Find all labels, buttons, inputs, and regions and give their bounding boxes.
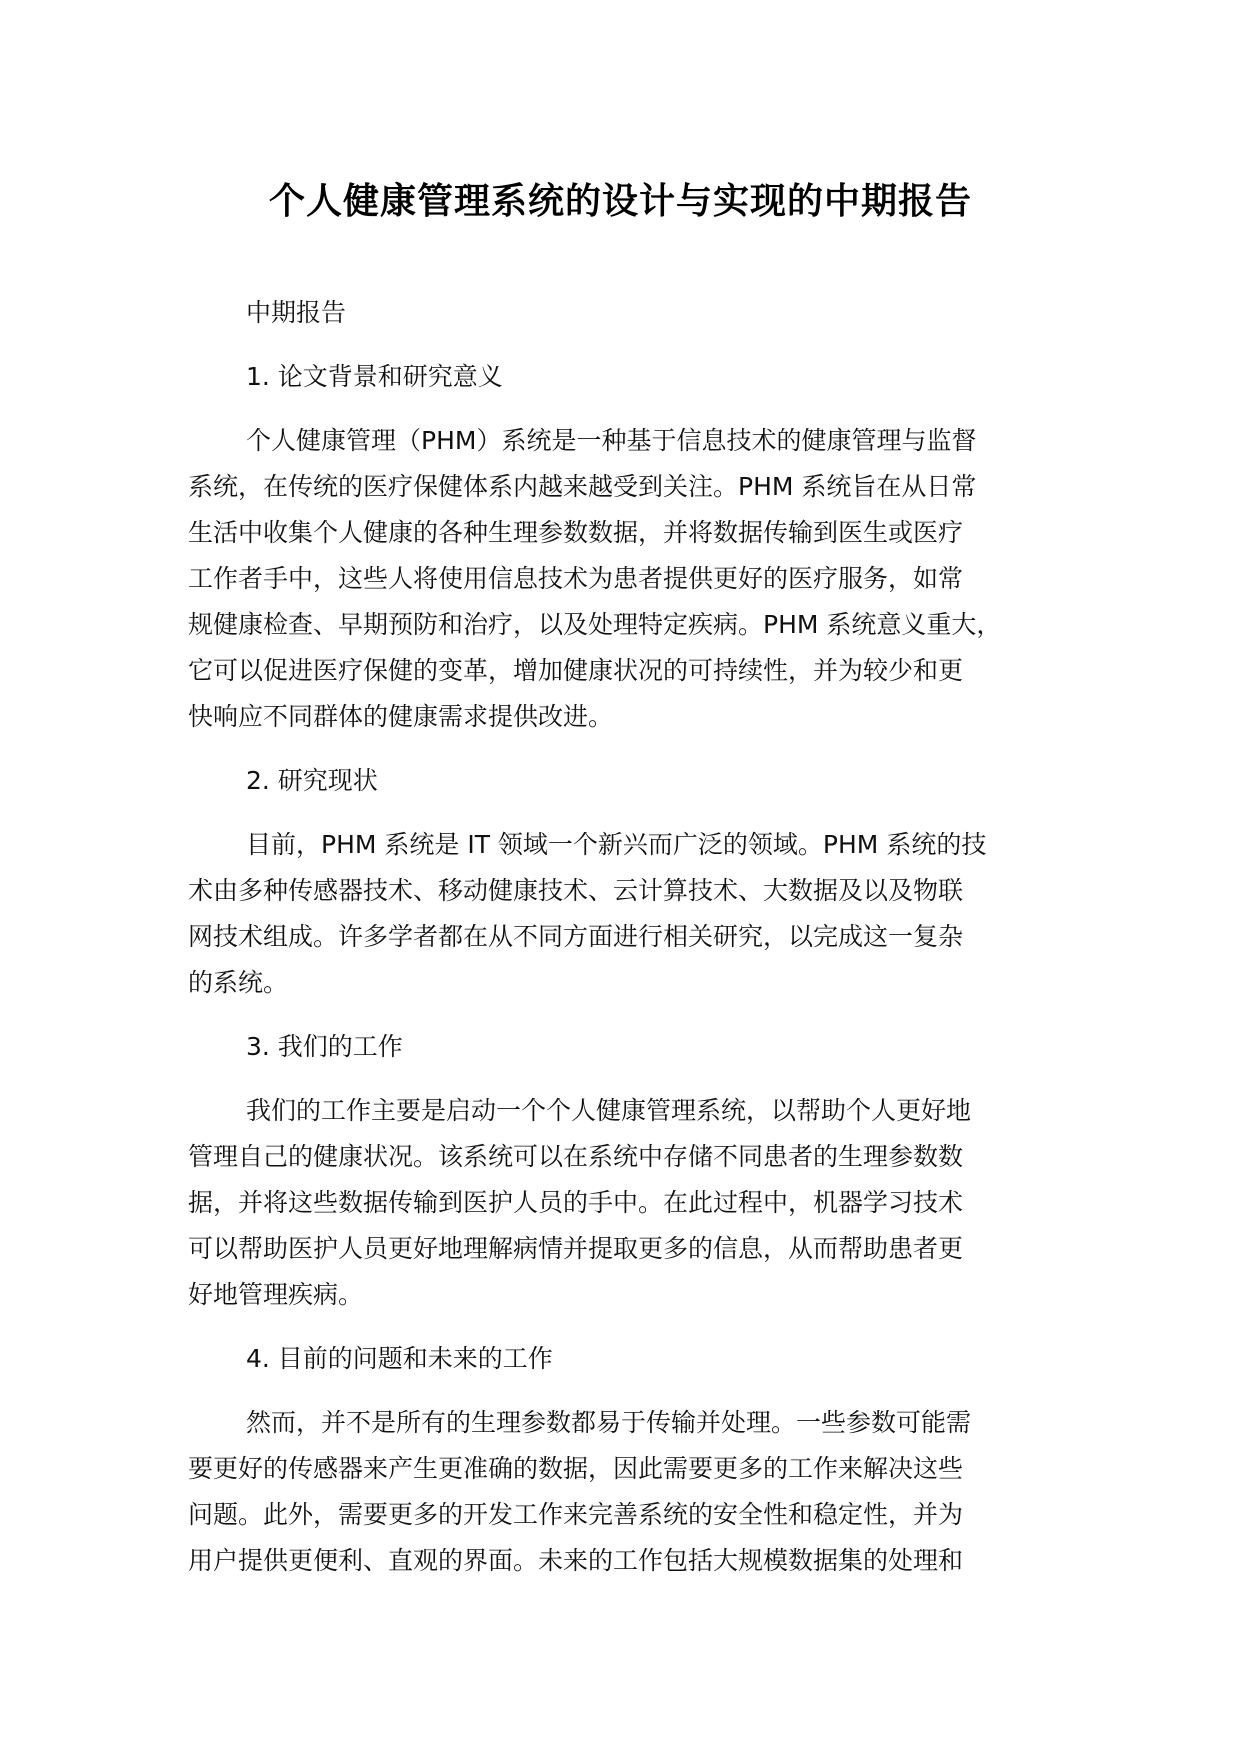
paragraph-line: 工作者手中，这些人将使用信息技术为患者提供更好的医疗服务，如常 — [188, 564, 964, 593]
paragraph-line: 快响应不同群体的健康需求提供改进。 — [188, 702, 614, 731]
section-paragraph-future-work — [188, 1400, 1088, 1584]
section-paragraph-status — [188, 822, 1088, 1006]
paragraph-line: 它可以促进医疗保健的变革，增加健康状况的可持续性，并为较少和更 — [188, 656, 964, 685]
paragraph-line: 要更好的传感器来产生更准确的数据，因此需要更多的工作来解决这些 — [188, 1454, 964, 1483]
section-heading-our-work: 3. 我们的工作 — [246, 1032, 403, 1061]
paragraph-line: 管理自己的健康状况。该系统可以在系统中存储不同患者的生理参数数 — [188, 1142, 964, 1171]
paragraph-line: 然而，并不是所有的生理参数都易于传输并处理。一些参数可能需 — [246, 1408, 972, 1437]
paragraph-line: 系统，在传统的医疗保健体系内越来越受到关注。PHM 系统旨在从日常 — [188, 472, 977, 501]
paragraph-line: 好地管理疾病。 — [188, 1280, 364, 1309]
paragraph-line: 我们的工作主要是启动一个个人健康管理系统，以帮助个人更好地 — [246, 1096, 972, 1125]
document-title: 个人健康管理系统的设计与实现的中期报告 — [268, 181, 972, 222]
section-paragraph-our-work — [188, 1088, 1088, 1318]
paragraph-line: 的系统。 — [188, 968, 289, 997]
document-body — [188, 290, 1088, 1584]
paragraph-line: 目前，PHM 系统是 IT 领域一个新兴而广泛的领域。PHM 系统的技 — [246, 830, 987, 859]
paragraph-line: 生活中收集个人健康的各种生理参数数据，并将数据传输到医生或医疗 — [188, 518, 964, 547]
paragraph-line: 问题。此外，需要更多的开发工作来完善系统的安全性和稳定性，并为 — [188, 1500, 964, 1529]
paragraph-line: 规健康检查、早期预防和治疗，以及处理特定疾病。PHM 系统意义重大， — [188, 610, 1002, 639]
paragraph-line: 个人健康管理（PHM）系统是一种基于信息技术的健康管理与监督 — [246, 426, 977, 455]
paragraph-line: 用户提供更便利、直观的界面。未来的工作包括大规模数据集的处理和 — [188, 1546, 964, 1575]
paragraph-line: 可以帮助医护人员更好地理解病情并提取更多的信息，从而帮助患者更 — [188, 1234, 964, 1263]
paragraph-line: 术由多种传感器技术、移动健康技术、云计算技术、大数据及以及物联 — [188, 876, 964, 905]
section-heading-status: 2. 研究现状 — [246, 766, 378, 795]
paragraph-line: 网技术组成。许多学者都在从不同方面进行相关研究，以完成这一复杂 — [188, 922, 964, 951]
report-subtitle: 中期报告 — [246, 298, 347, 327]
section-heading-future-work: 4. 目前的问题和未来的工作 — [246, 1344, 553, 1373]
paragraph-line: 据，并将这些数据传输到医护人员的手中。在此过程中，机器学习技术 — [188, 1188, 964, 1217]
section-heading-background: 1. 论文背景和研究意义 — [246, 362, 503, 391]
section-paragraph-background — [188, 418, 1088, 740]
